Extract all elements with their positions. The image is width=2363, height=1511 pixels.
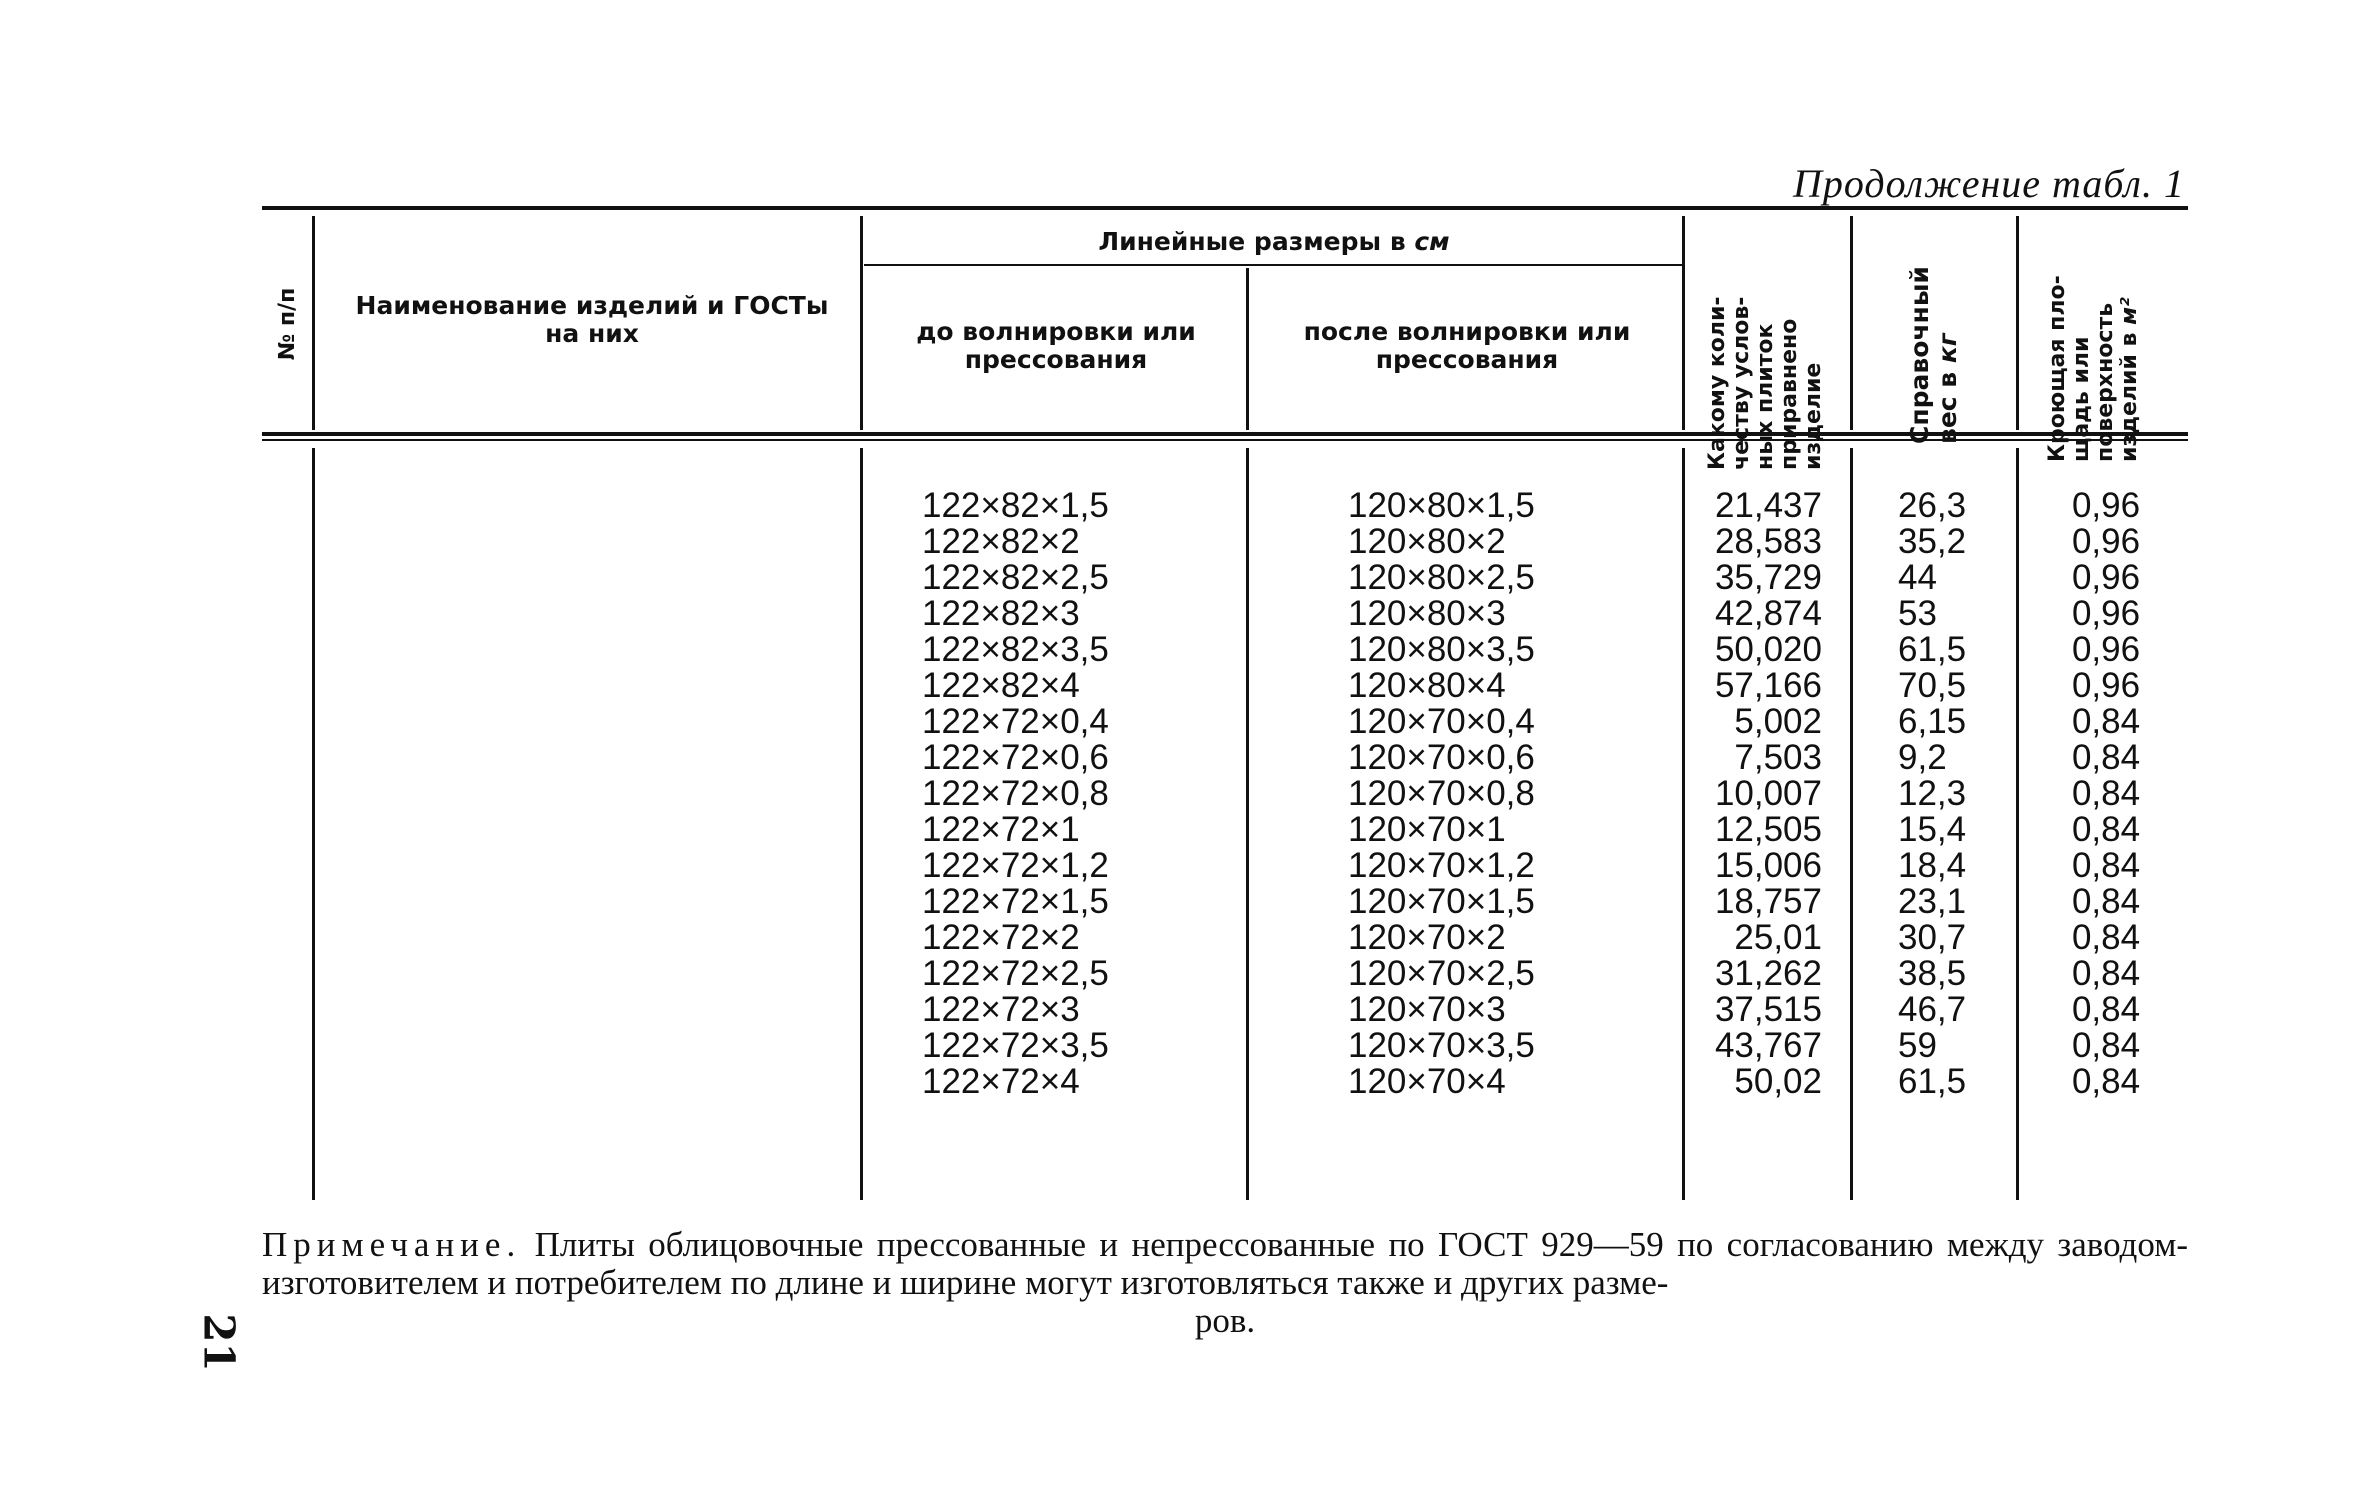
- col-rule-4-body: [1682, 448, 1685, 1200]
- table-cell-area: 0,84: [2071, 846, 2141, 885]
- table-cell-weight: 59: [1898, 1026, 1937, 1065]
- table-cell-weight: 46,7: [1898, 990, 1967, 1029]
- table-cell-weight: 70,5: [1898, 666, 1967, 705]
- table-cell-area: 0,84: [2071, 702, 2141, 741]
- col-rule-1-body: [312, 448, 315, 1200]
- table-cell-weight: 44: [1898, 558, 1937, 597]
- note-last: ров.: [1194, 1301, 1256, 1340]
- header-weight-unit: кг: [1933, 333, 1962, 364]
- header-linear-group: [866, 228, 1682, 256]
- table-cell-equiv: 12,505: [1714, 810, 1822, 849]
- table-cell-equiv: 35,729: [1714, 558, 1822, 597]
- header-equiv: [1706, 270, 1846, 470]
- table-cell-after: 120×70×3,5: [1348, 1026, 1535, 1065]
- note-text: Плиты облицовочные прессованные и непрессованные по ГОСТ 929—59 по согласованию между заводом-изготовителем и потребителем по длине и ширине могут изготовляться также и других разме-: [262, 1225, 2189, 1302]
- table-cell-after: 120×70×3: [1348, 990, 1506, 1029]
- column-equiv: [1692, 488, 1822, 1100]
- header-area-text: изделий в: [2117, 332, 2142, 462]
- col-rule-4: [1682, 216, 1685, 430]
- col-rule-6: [2016, 216, 2019, 430]
- table-cell-area: 0,84: [2071, 738, 2141, 777]
- table-cell-before: 122×72×0,6: [922, 738, 1109, 777]
- table-cell-before: 122×82×4: [922, 666, 1080, 705]
- header-area-line-1: щадь или: [2069, 336, 2094, 462]
- table-cell-area: 0,84: [2071, 990, 2141, 1029]
- table-cell-before: 122×72×3: [922, 990, 1080, 1029]
- table-cell-equiv: 50,02: [1734, 1062, 1822, 1101]
- table-cell-before: 122×72×2,5: [922, 954, 1109, 993]
- table-cell-after: 120×80×1,5: [1348, 486, 1535, 525]
- table-cell-weight: 38,5: [1898, 954, 1967, 993]
- table-cell-after: 120×70×2,5: [1348, 954, 1535, 993]
- table-cell-before: 122×72×0,4: [922, 702, 1109, 741]
- header-weight-line-0: Справочный: [1905, 266, 1934, 444]
- table-cell-after: 120×70×0,6: [1348, 738, 1535, 777]
- table-cell-before: 122×72×4: [922, 1062, 1080, 1101]
- table-cell-after: 120×80×3: [1348, 594, 1506, 633]
- table-cell-equiv: 28,583: [1714, 522, 1822, 561]
- table-cell-before: 122×82×3,5: [922, 630, 1109, 669]
- note-label: Примечание.: [262, 1225, 522, 1264]
- col-rule-3-body: [1246, 448, 1249, 1200]
- header-area-line-0: Кроющая пло-: [2045, 275, 2070, 462]
- table-cell-equiv: 57,166: [1714, 666, 1822, 705]
- table-cell-equiv: 42,874: [1714, 594, 1822, 633]
- table-cell-area: 0,96: [2071, 666, 2141, 705]
- header-equiv-line-4: изделие: [1801, 362, 1826, 470]
- linear-group-rule: [864, 264, 1682, 266]
- table-cell-area: 0,84: [2071, 1026, 2141, 1065]
- header-name: Наименование изделий и ГОСТы на них: [355, 291, 829, 348]
- table-cell-after: 120×80×3,5: [1348, 630, 1535, 669]
- table-cell-after: 120×70×0,8: [1348, 774, 1535, 813]
- table-cell-after: 120×70×1,5: [1348, 882, 1535, 921]
- header-equiv-line-2: ных плиток: [1753, 323, 1778, 470]
- table-cell-equiv: 25,01: [1734, 918, 1822, 957]
- table-cell-area: 0,84: [2071, 918, 2141, 957]
- table-cell-area: 0,96: [2071, 594, 2141, 633]
- header-linear-unit: см: [1414, 227, 1450, 256]
- table-cell-equiv: 21,437: [1714, 486, 1822, 525]
- table-cell-before: 122×72×1: [922, 810, 1080, 849]
- header-before: до волнировки или прессования: [916, 317, 1196, 374]
- table-cell-weight: 53: [1898, 594, 1937, 633]
- table-note: [262, 1226, 2188, 1340]
- header-after: после волнировки или прессования: [1303, 317, 1631, 374]
- table-cell-weight: 12,3: [1898, 774, 1967, 813]
- table-cell-equiv: 5,002: [1734, 702, 1822, 741]
- table-cell-after: 120×80×2,5: [1348, 558, 1535, 597]
- table-cell-weight: 9,2: [1898, 738, 1947, 777]
- col-rule-1: [312, 216, 315, 430]
- col-rule-5-body: [1850, 448, 1853, 1200]
- table-cell-before: 122×82×3: [922, 594, 1080, 633]
- table-cell-before: 122×72×1,5: [922, 882, 1109, 921]
- header-weight: [1906, 244, 1962, 444]
- table-cell-area: 0,96: [2071, 522, 2141, 561]
- table-cell-weight: 15,4: [1898, 810, 1967, 849]
- data-table: [262, 206, 2188, 1200]
- table-cell-area: 0,96: [2071, 486, 2141, 525]
- column-after: [1348, 488, 1588, 1100]
- column-before: [922, 488, 1162, 1100]
- table-cell-after: 120×80×2: [1348, 522, 1506, 561]
- table-cell-after: 120×70×2: [1348, 918, 1506, 957]
- col-rule-2-body: [860, 448, 863, 1200]
- header-equiv-line-1: честву услов-: [1729, 296, 1754, 470]
- col-rule-2: [860, 216, 863, 430]
- table-caption: Продолжение табл. 1: [1792, 161, 2185, 206]
- header-equiv-line-0: Какому коли-: [1705, 296, 1730, 470]
- table-cell-equiv: 50,020: [1714, 630, 1822, 669]
- table-cell-weight: 6,15: [1898, 702, 1967, 741]
- table-cell-area: 0,84: [2071, 1062, 2141, 1101]
- table-cell-equiv: 18,757: [1714, 882, 1822, 921]
- table-cell-equiv: 15,006: [1714, 846, 1822, 885]
- col-rule-5: [1850, 216, 1853, 430]
- table-cell-weight: 23,1: [1898, 882, 1967, 921]
- header-area-line-2: поверхность: [2093, 302, 2118, 462]
- table-cell-equiv: 31,262: [1714, 954, 1822, 993]
- table-cell-before: 122×72×2: [922, 918, 1080, 957]
- header-linear-label: Линейные размеры в: [1098, 227, 1406, 256]
- header-weight-text: вес в: [1933, 371, 1962, 444]
- header-area-unit: м²: [2117, 297, 2142, 325]
- table-cell-equiv: 10,007: [1714, 774, 1822, 813]
- header-equiv-line-3: приравнено: [1777, 318, 1802, 470]
- table-cell-before: 122×72×1,2: [922, 846, 1109, 885]
- table-cell-after: 120×70×1: [1348, 810, 1506, 849]
- table-cell-weight: 61,5: [1898, 1062, 1967, 1101]
- col-rule-3: [1246, 268, 1249, 430]
- table-cell-equiv: 7,503: [1734, 738, 1822, 777]
- header-bottom-rule-2: [262, 439, 2188, 441]
- header-area-line-3: [2118, 262, 2142, 462]
- table-cell-weight: 30,7: [1898, 918, 1967, 957]
- table-cell-after: 120×70×0,4: [1348, 702, 1535, 741]
- table-cell-before: 122×82×2: [922, 522, 1080, 561]
- table-top-rule: [262, 206, 2188, 210]
- page-number: 21: [194, 1313, 244, 1372]
- table-cell-equiv: 37,515: [1714, 990, 1822, 1029]
- header-weight-line-1: [1934, 244, 1962, 444]
- table-cell-area: 0,84: [2071, 954, 2141, 993]
- header-bottom-rule: [262, 432, 2188, 436]
- table-cell-area: 0,96: [2071, 558, 2141, 597]
- table-cell-weight: 26,3: [1898, 486, 1967, 525]
- column-weight: [1898, 488, 2018, 1100]
- table-cell-after: 120×70×4: [1348, 1062, 1506, 1101]
- table-cell-after: 120×80×4: [1348, 666, 1506, 705]
- table-cell-weight: 61,5: [1898, 630, 1967, 669]
- column-area: [2036, 488, 2176, 1100]
- table-cell-after: 120×70×1,2: [1348, 846, 1535, 885]
- table-cell-before: 122×72×3,5: [922, 1026, 1109, 1065]
- table-cell-weight: 35,2: [1898, 522, 1967, 561]
- table-cell-area: 0,84: [2071, 810, 2141, 849]
- table-cell-weight: 18,4: [1898, 846, 1967, 885]
- header-area: [2046, 262, 2158, 462]
- table-cell-before: 122×82×2,5: [922, 558, 1109, 597]
- table-cell-equiv: 43,767: [1714, 1026, 1822, 1065]
- table-cell-area: 0,84: [2071, 774, 2141, 813]
- header-num: № п/п: [275, 287, 300, 361]
- table-cell-area: 0,84: [2071, 882, 2141, 921]
- table-cell-area: 0,96: [2071, 630, 2141, 669]
- table-cell-before: 122×72×0,8: [922, 774, 1109, 813]
- table-cell-before: 122×82×1,5: [922, 486, 1109, 525]
